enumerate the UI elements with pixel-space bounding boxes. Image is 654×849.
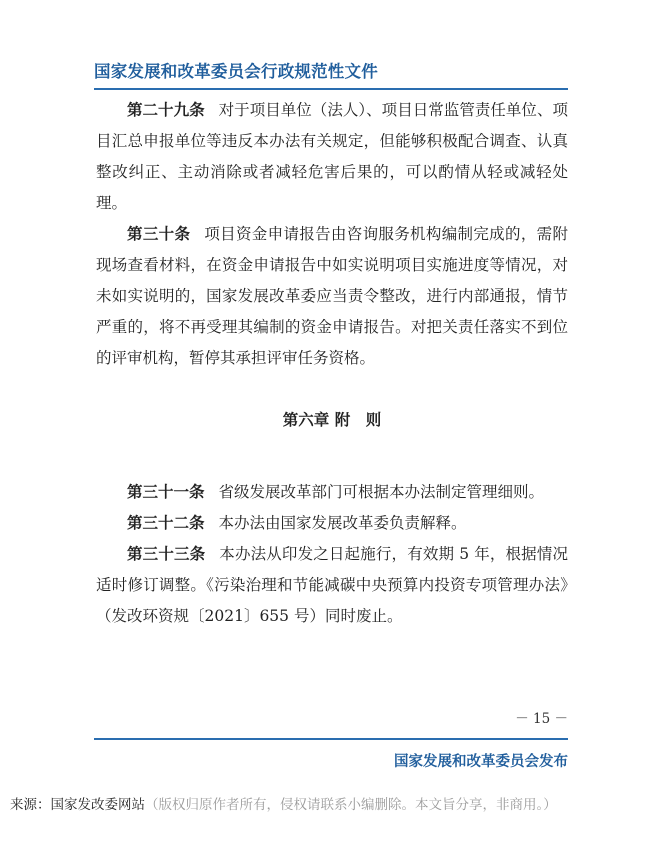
article-number: 第三十一条 xyxy=(127,483,205,501)
document-header-title: 国家发展和改革委员会行政规范性文件 xyxy=(94,62,378,81)
footer-publisher: 国家发展和改革委员会发布 xyxy=(394,754,568,770)
article-33 xyxy=(96,539,568,632)
article-29 xyxy=(96,95,568,219)
article-32 xyxy=(96,508,568,539)
article-number: 第三十三条 xyxy=(127,545,206,563)
source-label: 来源：国家发改委网站 xyxy=(10,797,145,813)
source-attribution xyxy=(10,793,646,818)
article-text: 项目资金申请报告由咨询服务机构编制完成的，需附现场查看材料，在资金申请报告中如实说明项目实施进度等情况，对未如实说明的，国家发展改革委应当责令整改，进行内部通报，情节严重的，将不再受理其编制的资金申请报告。对把关责任落实不到位的评审机构，暂停其承担评审任务资格。 xyxy=(96,225,568,367)
articles-top-section xyxy=(96,95,568,374)
chapter-heading: 第六章 附 则 xyxy=(282,411,382,429)
page-number: － 15 － xyxy=(515,711,568,727)
header-divider xyxy=(94,88,568,90)
article-31 xyxy=(96,477,568,508)
article-number: 第三十二条 xyxy=(127,514,205,532)
copyright-note: （版权归原作者所有，侵权请联系小编删除。本文旨分享，非商用。） xyxy=(145,797,557,813)
article-text: 本办法由国家发展改革委负责解释。 xyxy=(218,514,467,532)
article-text: 本办法从印发之日起施行，有效期 5 年，根据情况适时修订调整。《污染治理和节能减碳中央预算内投资专项管理办法》（发改环资规〔2021〕655 号）同时废止。 xyxy=(96,545,568,625)
footer-divider xyxy=(94,738,568,740)
article-30 xyxy=(96,219,568,374)
article-text: 对于项目单位（法人）、项目日常监管责任单位、项目汇总申报单位等违反本办法有关规定，但能够积极配合调查、认真整改纠正、主动消除或者减轻危害后果的，可以酌情从轻或减轻处理。 xyxy=(96,101,568,212)
article-number: 第三十条 xyxy=(127,225,191,243)
articles-bottom-section xyxy=(96,477,568,632)
article-text: 省级发展改革部门可根据本办法制定管理细则。 xyxy=(218,483,545,501)
article-number: 第二十九条 xyxy=(127,101,205,119)
